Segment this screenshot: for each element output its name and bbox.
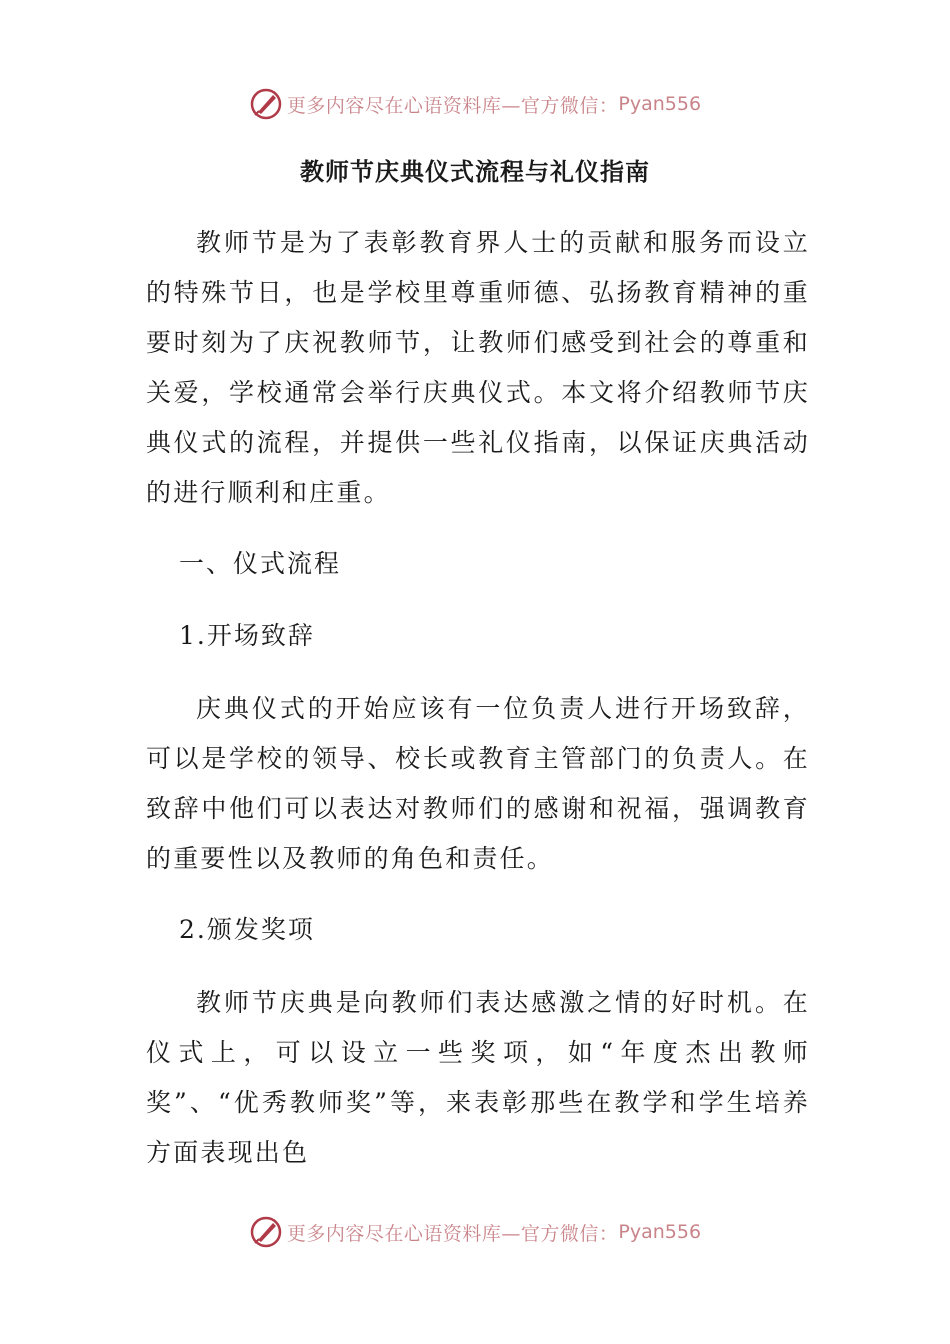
quill-pen-logo-icon <box>249 87 283 121</box>
header-banner-text: 更多内容尽在心语资料库—官方微信： <box>286 94 619 117</box>
item2-paragraph: 教师节庆典是向教师们表达感激之情的好时机。在仪式上，可以设立一些奖项，如“年度杰出教师奖”、“优秀教师奖”等，来表彰那些在教学和学生培养方面表现出色 <box>146 988 810 1167</box>
document-title: 教师节庆典仪式流程与礼仪指南 <box>300 157 650 186</box>
item2-body-block <box>146 978 810 1178</box>
item2-heading: 2.颁发奖项 <box>179 915 315 944</box>
quill-pen-logo-icon <box>249 1215 283 1249</box>
footer-banner-text: 更多内容尽在心语资料库—官方微信： <box>286 1222 619 1245</box>
item1-heading-block <box>146 616 810 656</box>
item2-heading-block <box>146 910 810 950</box>
footer-banner <box>0 1212 950 1252</box>
item1-body-block <box>146 684 810 884</box>
intro-block <box>146 218 810 518</box>
section1-heading: 一、仪式流程 <box>179 549 342 578</box>
item1-heading: 1.开场致辞 <box>179 621 315 650</box>
footer-wechat-id: Pyan556 <box>618 1221 702 1243</box>
header-banner <box>0 84 950 124</box>
item1-paragraph: 庆典仪式的开始应该有一位负责人进行开场致辞，可以是学校的领导、校长或教育主管部门的负责人。在致辞中他们可以表达对教师们的感谢和祝福，强调教育的重要性以及教师的角色和责任。 <box>146 694 810 873</box>
header-wechat-id: Pyan556 <box>618 93 702 115</box>
section-heading-block <box>146 544 810 584</box>
intro-paragraph: 教师节是为了表彰教育界人士的贡献和服务而设立的特殊节日，也是学校里尊重师德、弘扬教育精神的重要时刻为了庆祝教师节，让教师们感受到社会的尊重和关爱，学校通常会举行庆典仪式。本文将介绍教师节庆典仪式的流程，并提供一些礼仪指南，以保证庆典活动的进行顺利和庄重。 <box>146 228 810 507</box>
